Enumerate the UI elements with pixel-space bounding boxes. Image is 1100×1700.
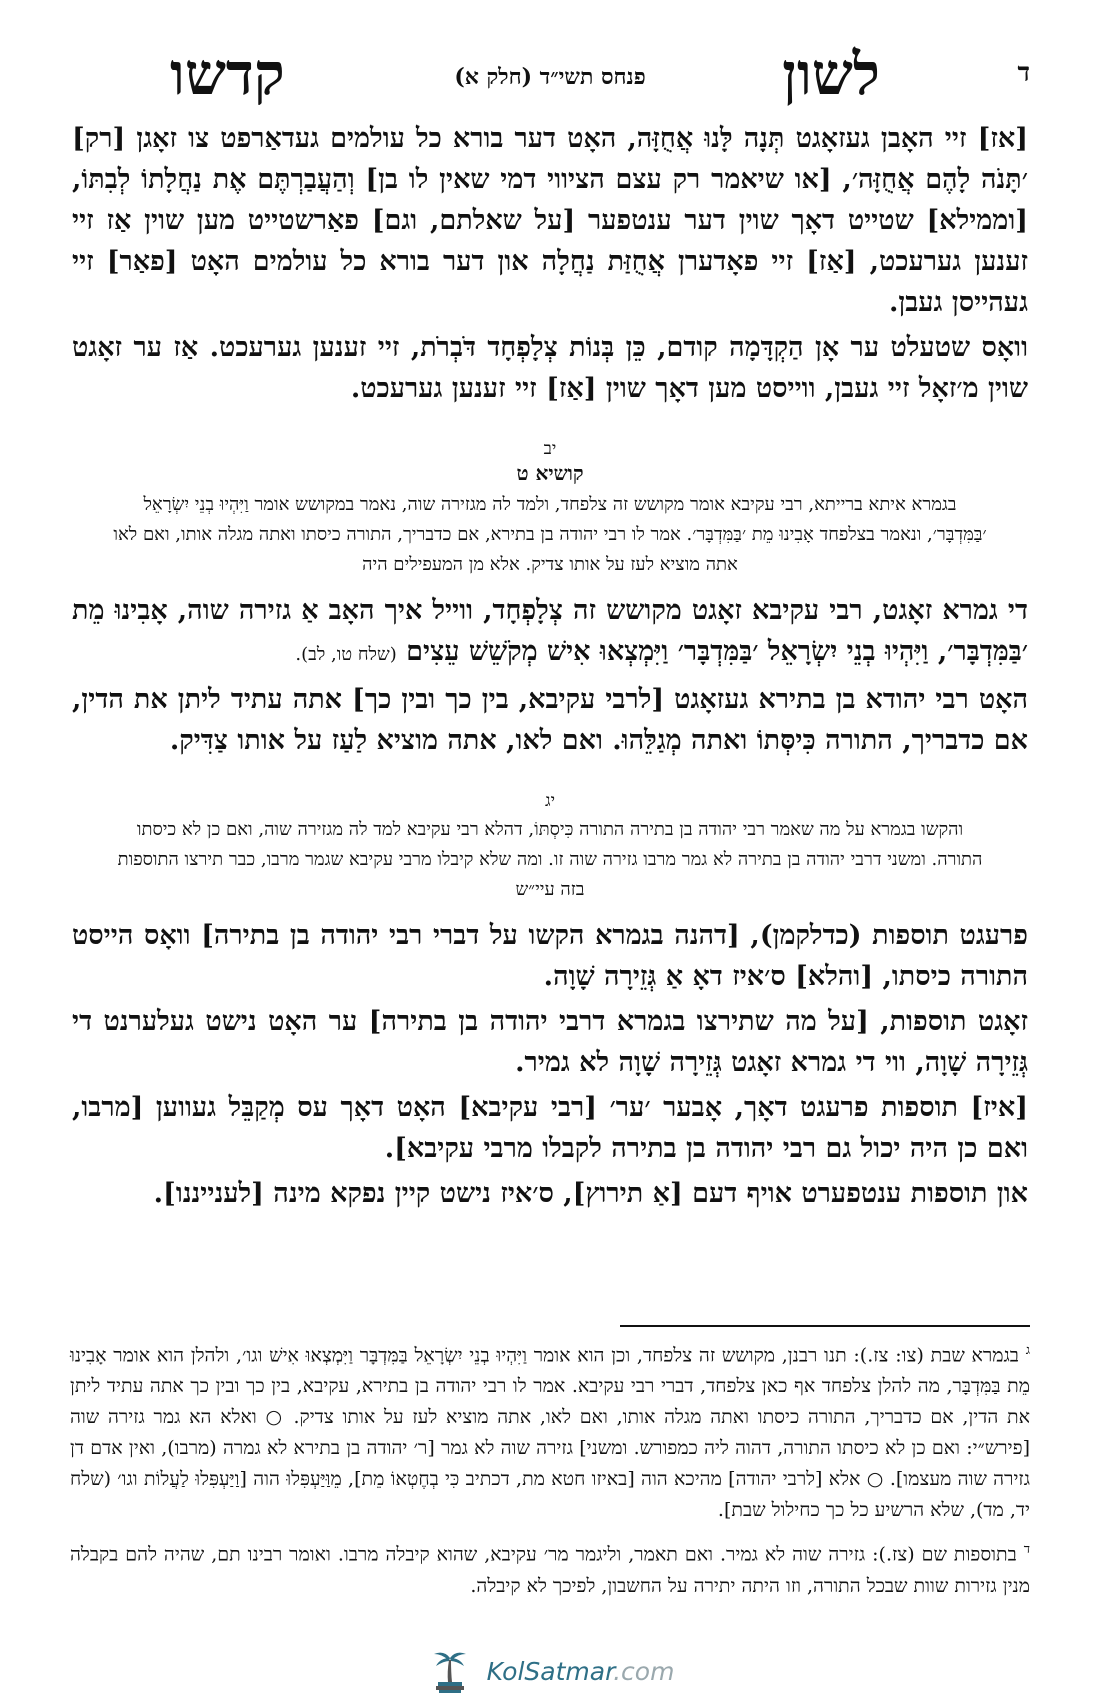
paragraph-3 [72,590,1028,675]
logo-domain: .com [613,1656,675,1686]
site-logo [0,1648,1100,1694]
paragraph-7: [איז] תוספות פרעגט דאָך, אָבער ׳ער׳ [רבי עקיבא] האָט דאָך עס מְקַבֵּל געווען [מרבו, ואם כן היה יכול גם רבי יהודה בן בתירה לקבלו מרבי עקיבא]. [72,1092,1028,1164]
section-number-13: יג [544,791,556,811]
logo-text [487,1657,675,1686]
paragraph-2: וואָס שטעלט ער אָן הַקְדָּמָה קודם, כֵּן בְּנוֹת צְלָפְחָד דֹּבְרֹת, זיי זענען גערעכט. אַז ער זאָגט שוין מ׳זאָל זיי געבן, ווייסט מען דאָך שוין [אַז] זיי זענען גערעכט. [72,332,1028,404]
main-text [72,118,1028,1218]
running-title-left: קדשו [170,40,285,108]
footnotes [70,1325,1030,1602]
running-title-right: לשון [782,40,880,108]
paragraph-8: און תוספות ענטפערט אויף דעם [אַ תירוץ], ס׳איז נישט קיין נפקא מינה [לענייננו]. [153,1178,1028,1209]
running-subtitle: פנחס תשי״ד (חלק א) [454,64,646,90]
question-text-12: בגמרא איתא ברייתא, רבי עקיבא אומר מקושש זה צלפחד, ולמד לה מגזירה שוה, נאמר במקושש אומר וַיִּהְיוּ בְנֵי יִשְׂרָאֵל ׳בַּמִּדְבָּר׳, ונאמר בצלפחד אָבִינוּ מֵת ׳בַּמִּדְבָּר׳. אמר לו רבי יהודה בן בתירא, אם כדבריך, התורה כיסתו ואתה מגלה אותו, ואם לאו אתה מוציא לעז על אותו צדיק. אלא מן המעפילים היה [113,494,987,575]
section-title-question-9: קושיא ט [516,461,584,485]
palm-tree-books-icon [426,1648,474,1694]
section-number-12: יב [543,439,557,459]
paragraph-6: זאָגט תוספות, [על מה שתירצו בגמרא דרבי יהודה בן בתירה] ער האָט נישט געלערנט די גְּזֵירָה שָׁוָה, ווי די גמרא זאָגט גְּזֵירָה שָׁוָה לא גמיר. [72,1006,1028,1078]
paragraph-4: האָט רבי יהודא בן בתירא געזאָגט [לרבי עקיבא, בין כך ובין כך] אתה עתיד ליתן את הדין, אם כדבריך, התורה כִּיסְּתוֹ ואתה מְגַלֵּהוּ. ואם לאו, אתה מוציא לַעַז על אותו צַדִּיק. [72,684,1028,756]
footnote-mark-1: ג [1025,1343,1030,1358]
footnote-mark-2: ד [1023,1542,1030,1558]
logo-brand: KolSatmar [486,1656,614,1686]
paragraph-1: [אז] זיי האָבן געזאָגט תְּנָה לָּנוּ אֲחֻזָּה, האָט דער בורא כל עולמים געדאַרפט צו זאָגן [רק] ׳תָּנֹה לָהֶם אֲחֻזָּה׳, [או שיאמר רק עצם הציווי דמי שאין לו בן] וְהַעֲבַרְתֶּם אֶת נַחֲלָתוֹ לְבִתּוֹ, [וממילא] שטייט דאָך שוין דער ענטפער [על שאלתם, וגם] פאַרשטייט מען שוין אַז זיי זענען גערעכט, [אַז] זיי פאָדערן אֲחֻזַּת נַחֲלָה און דער בורא כל עולמים האָט [פאַר] זיי געהייסן געבן. [72,123,1028,318]
page-header [70,40,1030,110]
footnote-text-2: בתוספות שם (צז.): גזירה שוה לא גמיר. ואם תאמר, וליגמר מר׳ עקיבא, שהוא קיבלה מרבו. ואומר רבינו תם, שהיה להם בקבלה מנין גזירות שוות שבכל התורה, וזו היתה יתירה על החשבון, לפיכך לא קיבלה. [70,1543,1030,1597]
footnote-2 [70,1534,1030,1601]
page-letter: ד [1017,58,1030,88]
paragraph-3-text: די גמרא זאָגט, רבי עקיבא זאָגט מקושש זה צְלָפְחָד, ווייל איך האָב אַ גזירה שוה, אָבִינוּ מֵת ׳בַּמִּדְבָּר׳, וַיִּהְיוּ בְנֵי יִשְׂרָאֵל ׳בַּמִּדְבָּר׳ וַיִּמְצְאוּ אִישׁ מְקֹשֵׁשׁ עֵצִים [72,595,1028,667]
footnote-1 [70,1335,1030,1526]
paragraph-5: פרעגט תוספות (כדלקמן), [דהנה בגמרא הקשו על דברי רבי יהודה בן בתירה] וואָס הייסט התורה כיסתו, [והלא] ס׳איז דאָ אַ גְּזֵירָה שָׁוָה. [72,920,1028,992]
footnote-divider [620,1325,1030,1327]
footnote-text-1: בגמרא שבת (צו: צז.): תנו רבנן, מקושש זה צלפחד, וכן הוא אומר וַיִּהְיוּ בְנֵי יִשְׂרָאֵל בַּמִּדְבָּר וַיִּמְצְאוּ אִישׁ וגו׳, ולהלן הוא אומר אָבִינוּ מֵת בַּמִּדְבָּר, מה להלן צלפחד אף כאן צלפחד, דברי רבי עקיבא. אמר לו רבי יהודה בן בתירא, עקיבא, בין כך ובין כך אתה עתיד ליתן את הדין, אם כדבריך, התורה כיסתו ואתה מגלה אותו, ואם לאו, אתה מוציא לעז על אותו צדיק. ○ ואלא הא גמר גזירה שוה [פירש״י: ואם כן לא כיסתו התורה, דהוה ליה כמפורש. ומשני] גזירה שוה לא גמר [ר׳ יהודה בן בתירא לא גמרה (מרבו), ואין אדם דן גזירה שוה מעצמו]. ○ אלא [לרבי יהודה] מהיכא הוה [באיזו חטא מת, דכתיב כִּי בְחֶטְאוֹ מֵת], מֵוַּיַּעְפִּלוּ הוה [וַיַּעְפִּלוּ לַעֲלוֹת וגו׳ (שלח יד, מד), שלא הרשיע כל כך כחילול שבת]. [70,1344,1030,1522]
question-text-13: והקשו בגמרא על מה שאמר רבי יהודה בן בתירה התורה כִּיסְתּוֹ, דהלא רבי עקיבא למד לה מגזירה שוה, ואם כן לא כיסתו התורה. ומשני דרבי יהודה בן בתירה לא גמר מרבו גזירה שוה זו. ומה שלא קיבלו מרבי עקיבא שגמר מרבו, כבר תירצו התוספות בזה עיי״ש [117,819,983,900]
verse-reference: (שלח טו, לב). [295,644,397,665]
